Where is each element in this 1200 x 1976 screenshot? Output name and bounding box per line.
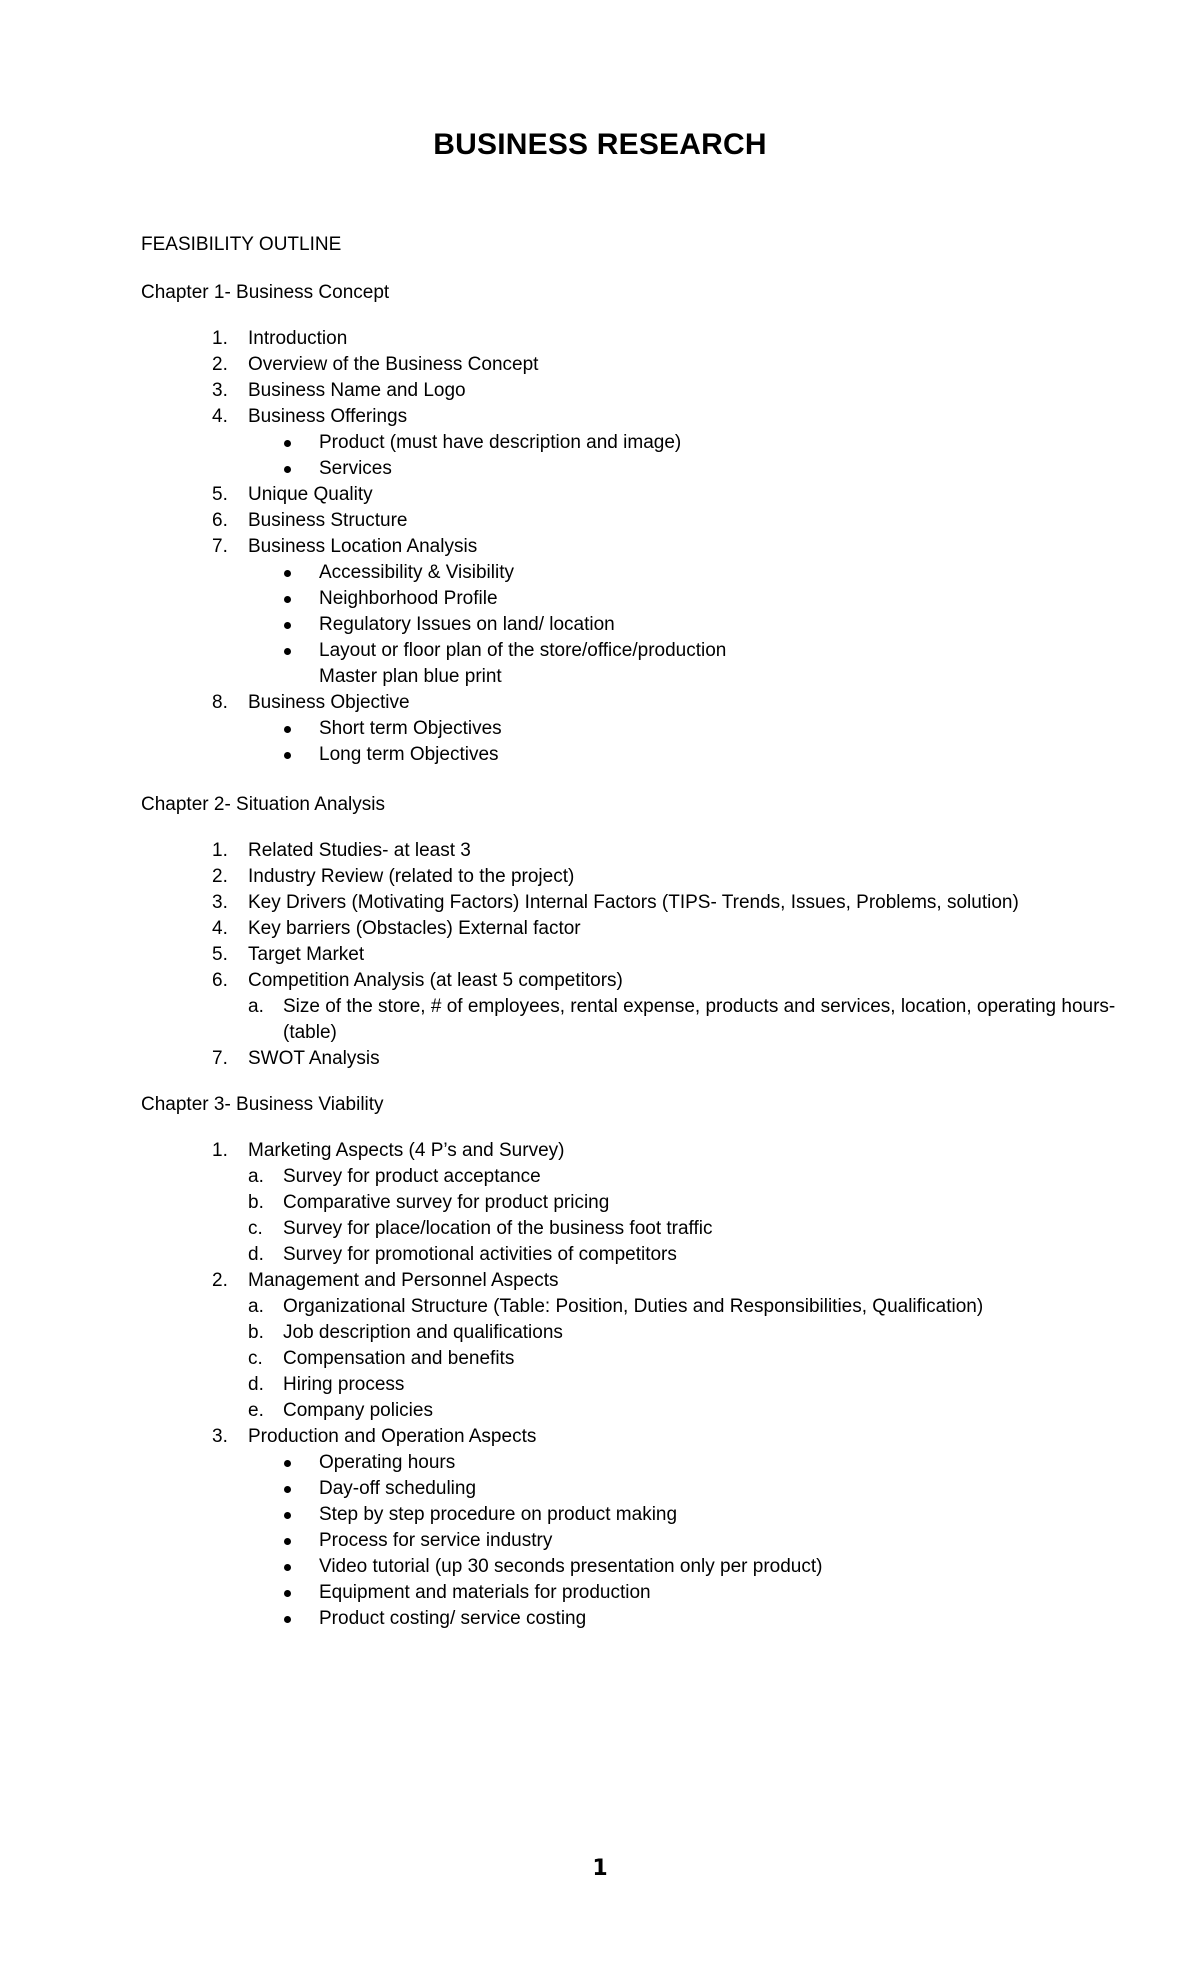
sub-item xyxy=(141,1398,1101,1424)
sub-item xyxy=(141,1294,1101,1320)
list-item xyxy=(141,864,1101,890)
sub-item-letter: a. xyxy=(248,996,264,1017)
bullet-text: Operating hours xyxy=(319,1452,456,1473)
item-number: 6. xyxy=(212,510,228,531)
bullet-icon xyxy=(284,648,291,655)
list-item xyxy=(141,1046,1101,1072)
sub-item-letter: b. xyxy=(248,1322,264,1343)
list-item xyxy=(141,1424,1101,1450)
item-text: Related Studies- at least 3 xyxy=(248,840,471,861)
bullet-item xyxy=(141,716,1101,742)
sub-item xyxy=(141,1190,1101,1216)
bullet-text: Accessibility & Visibility xyxy=(319,562,514,583)
bullet-icon xyxy=(284,1512,291,1519)
item-number: 2. xyxy=(212,354,228,375)
chapter-3 xyxy=(141,1092,1101,1632)
bullet-text: Product costing/ service costing xyxy=(319,1608,587,1629)
item-text: Overview of the Business Concept xyxy=(248,354,539,375)
bullet-item xyxy=(141,1606,1101,1632)
bullet-icon xyxy=(284,466,291,473)
item-number: 4. xyxy=(212,406,228,427)
item-number: 2. xyxy=(212,1270,228,1291)
bullet-text: Video tutorial (up 30 seconds presentation only per product) xyxy=(319,1556,823,1577)
sub-item-letter: a. xyxy=(248,1296,264,1317)
bullet-icon xyxy=(284,1538,291,1545)
bullet-icon xyxy=(284,726,291,733)
item-number: 2. xyxy=(212,866,228,887)
sub-item-text: Size of the store, # of employees, rental expense, products and services, location, operating hours- (table) xyxy=(283,996,1116,1043)
sub-item xyxy=(141,994,1163,1046)
bullet-text: Step by step procedure on product making xyxy=(319,1504,678,1525)
item-text: SWOT Analysis xyxy=(248,1048,380,1069)
item-text: Marketing Aspects (4 P’s and Survey) xyxy=(248,1140,565,1161)
bullet-icon xyxy=(284,1590,291,1597)
page-number: 1 xyxy=(592,1856,608,1881)
item-text: Management and Personnel Aspects xyxy=(248,1270,559,1291)
sub-item-text: Hiring process xyxy=(283,1374,405,1395)
bullet-continuation: Master plan blue print xyxy=(319,666,502,687)
list-item xyxy=(141,378,1101,404)
sub-item-letter: b. xyxy=(248,1192,264,1213)
chapter-2-list xyxy=(141,838,1116,1072)
list-item xyxy=(141,534,1101,560)
list-item xyxy=(141,326,1101,352)
list-item xyxy=(141,1138,1101,1164)
bullet-item xyxy=(141,638,1101,664)
bullet-icon xyxy=(284,622,291,629)
item-number: 3. xyxy=(212,1426,228,1447)
item-text: Business Structure xyxy=(248,510,408,531)
item-number: 1. xyxy=(212,1140,228,1161)
sub-item xyxy=(141,1346,1101,1372)
item-number: 8. xyxy=(212,692,228,713)
item-text: Key barriers (Obstacles) External factor xyxy=(248,918,581,939)
item-number: 3. xyxy=(212,380,228,401)
item-number: 7. xyxy=(212,536,228,557)
sub-item-letter: c. xyxy=(248,1348,263,1369)
bullet-item xyxy=(141,1476,1101,1502)
bullet-text: Services xyxy=(319,458,392,479)
bullet-item xyxy=(141,612,1101,638)
sub-item-text: Survey for product acceptance xyxy=(283,1166,541,1187)
bullet-text: Product (must have description and image) xyxy=(319,432,682,453)
page-title: BUSINESS RESEARCH xyxy=(433,128,767,161)
chapter-1 xyxy=(141,280,1101,768)
item-text: Target Market xyxy=(248,944,365,965)
item-number: 1. xyxy=(212,840,228,861)
bullet-text: Short term Objectives xyxy=(319,718,502,739)
bullet-item xyxy=(141,456,1101,482)
bullet-text: Regulatory Issues on land/ location xyxy=(319,614,615,635)
item-text: Business Objective xyxy=(248,692,410,713)
sub-item-text: Compensation and benefits xyxy=(283,1348,515,1369)
list-item xyxy=(141,1268,1101,1294)
bullet-item xyxy=(141,742,1101,768)
bullet-item xyxy=(141,1502,1101,1528)
item-number: 6. xyxy=(212,970,228,991)
bullet-text: Equipment and materials for production xyxy=(319,1582,651,1603)
sub-item-text: Company policies xyxy=(283,1400,433,1421)
item-text: Key Drivers (Motivating Factors) Internal Factors (TIPS- Trends, Issues, Problems, solution) xyxy=(248,892,1019,913)
chapter-3-list xyxy=(141,1138,1101,1632)
sub-item xyxy=(141,1216,1101,1242)
bullet-text: Long term Objectives xyxy=(319,744,499,765)
bullet-item xyxy=(141,560,1101,586)
item-number: 1. xyxy=(212,328,228,349)
outline-heading: FEASIBILITY OUTLINE xyxy=(141,234,342,255)
item-text: Production and Operation Aspects xyxy=(248,1426,537,1447)
bullet-icon xyxy=(284,1486,291,1493)
bullet-item xyxy=(141,586,1101,612)
list-item xyxy=(141,838,1101,864)
list-item xyxy=(141,942,1101,968)
item-number: 7. xyxy=(212,1048,228,1069)
item-text: Introduction xyxy=(248,328,348,349)
item-text: Industry Review (related to the project) xyxy=(248,866,575,887)
bullet-icon xyxy=(284,440,291,447)
sub-item-letter: d. xyxy=(248,1374,264,1395)
list-item xyxy=(141,404,1101,430)
bullet-item xyxy=(141,1580,1101,1606)
sub-item-text: Comparative survey for product pricing xyxy=(283,1192,610,1213)
list-item xyxy=(141,352,1101,378)
bullet-text: Day-off scheduling xyxy=(319,1478,477,1499)
sub-item-text: Job description and qualifications xyxy=(283,1322,563,1343)
bullet-item xyxy=(141,1450,1101,1476)
item-text: Business Offerings xyxy=(248,406,408,427)
sub-item xyxy=(141,1320,1101,1346)
bullet-item xyxy=(141,430,1101,456)
item-text: Business Name and Logo xyxy=(248,380,466,401)
bullet-icon xyxy=(284,1616,291,1623)
bullet-icon xyxy=(284,752,291,759)
sub-item-letter: c. xyxy=(248,1218,263,1239)
bullet-item xyxy=(141,1554,1101,1580)
chapter-1-title: Chapter 1- Business Concept xyxy=(141,282,390,303)
item-number: 4. xyxy=(212,918,228,939)
item-number: 3. xyxy=(212,892,228,913)
list-item xyxy=(141,508,1101,534)
item-number: 5. xyxy=(212,484,228,505)
sub-item xyxy=(141,1164,1101,1190)
item-number: 5. xyxy=(212,944,228,965)
sub-item-text: Organizational Structure (Table: Position, Duties and Responsibilities, Qualification) xyxy=(283,1296,984,1317)
sub-item-letter: e. xyxy=(248,1400,264,1421)
sub-item xyxy=(141,1242,1101,1268)
sub-item-letter: a. xyxy=(248,1166,264,1187)
list-item xyxy=(141,968,1101,994)
list-item xyxy=(141,916,1101,942)
item-text: Competition Analysis (at least 5 competitors) xyxy=(248,970,623,991)
sub-item-letter: d. xyxy=(248,1244,264,1265)
list-item xyxy=(141,690,1101,716)
bullet-icon xyxy=(284,570,291,577)
bullet-text: Neighborhood Profile xyxy=(319,588,498,609)
bullet-icon xyxy=(284,1564,291,1571)
sub-item-text: Survey for promotional activities of competitors xyxy=(283,1244,677,1265)
chapter-2 xyxy=(141,792,1116,1072)
bullet-text: Process for service industry xyxy=(319,1530,553,1551)
chapter-1-list xyxy=(141,326,1101,768)
bullet-text: Layout or floor plan of the store/office/production xyxy=(319,640,727,661)
item-text: Business Location Analysis xyxy=(248,536,478,557)
list-item xyxy=(141,482,1101,508)
item-text: Unique Quality xyxy=(248,484,373,505)
chapter-2-title: Chapter 2- Situation Analysis xyxy=(141,794,385,815)
bullet-icon xyxy=(284,1460,291,1467)
bullet-icon xyxy=(284,596,291,603)
chapter-3-title: Chapter 3- Business Viability xyxy=(141,1094,384,1115)
bullet-item xyxy=(141,1528,1101,1554)
list-item xyxy=(141,890,1101,916)
sub-item xyxy=(141,1372,1101,1398)
sub-item-text: Survey for place/location of the business foot traffic xyxy=(283,1218,713,1239)
